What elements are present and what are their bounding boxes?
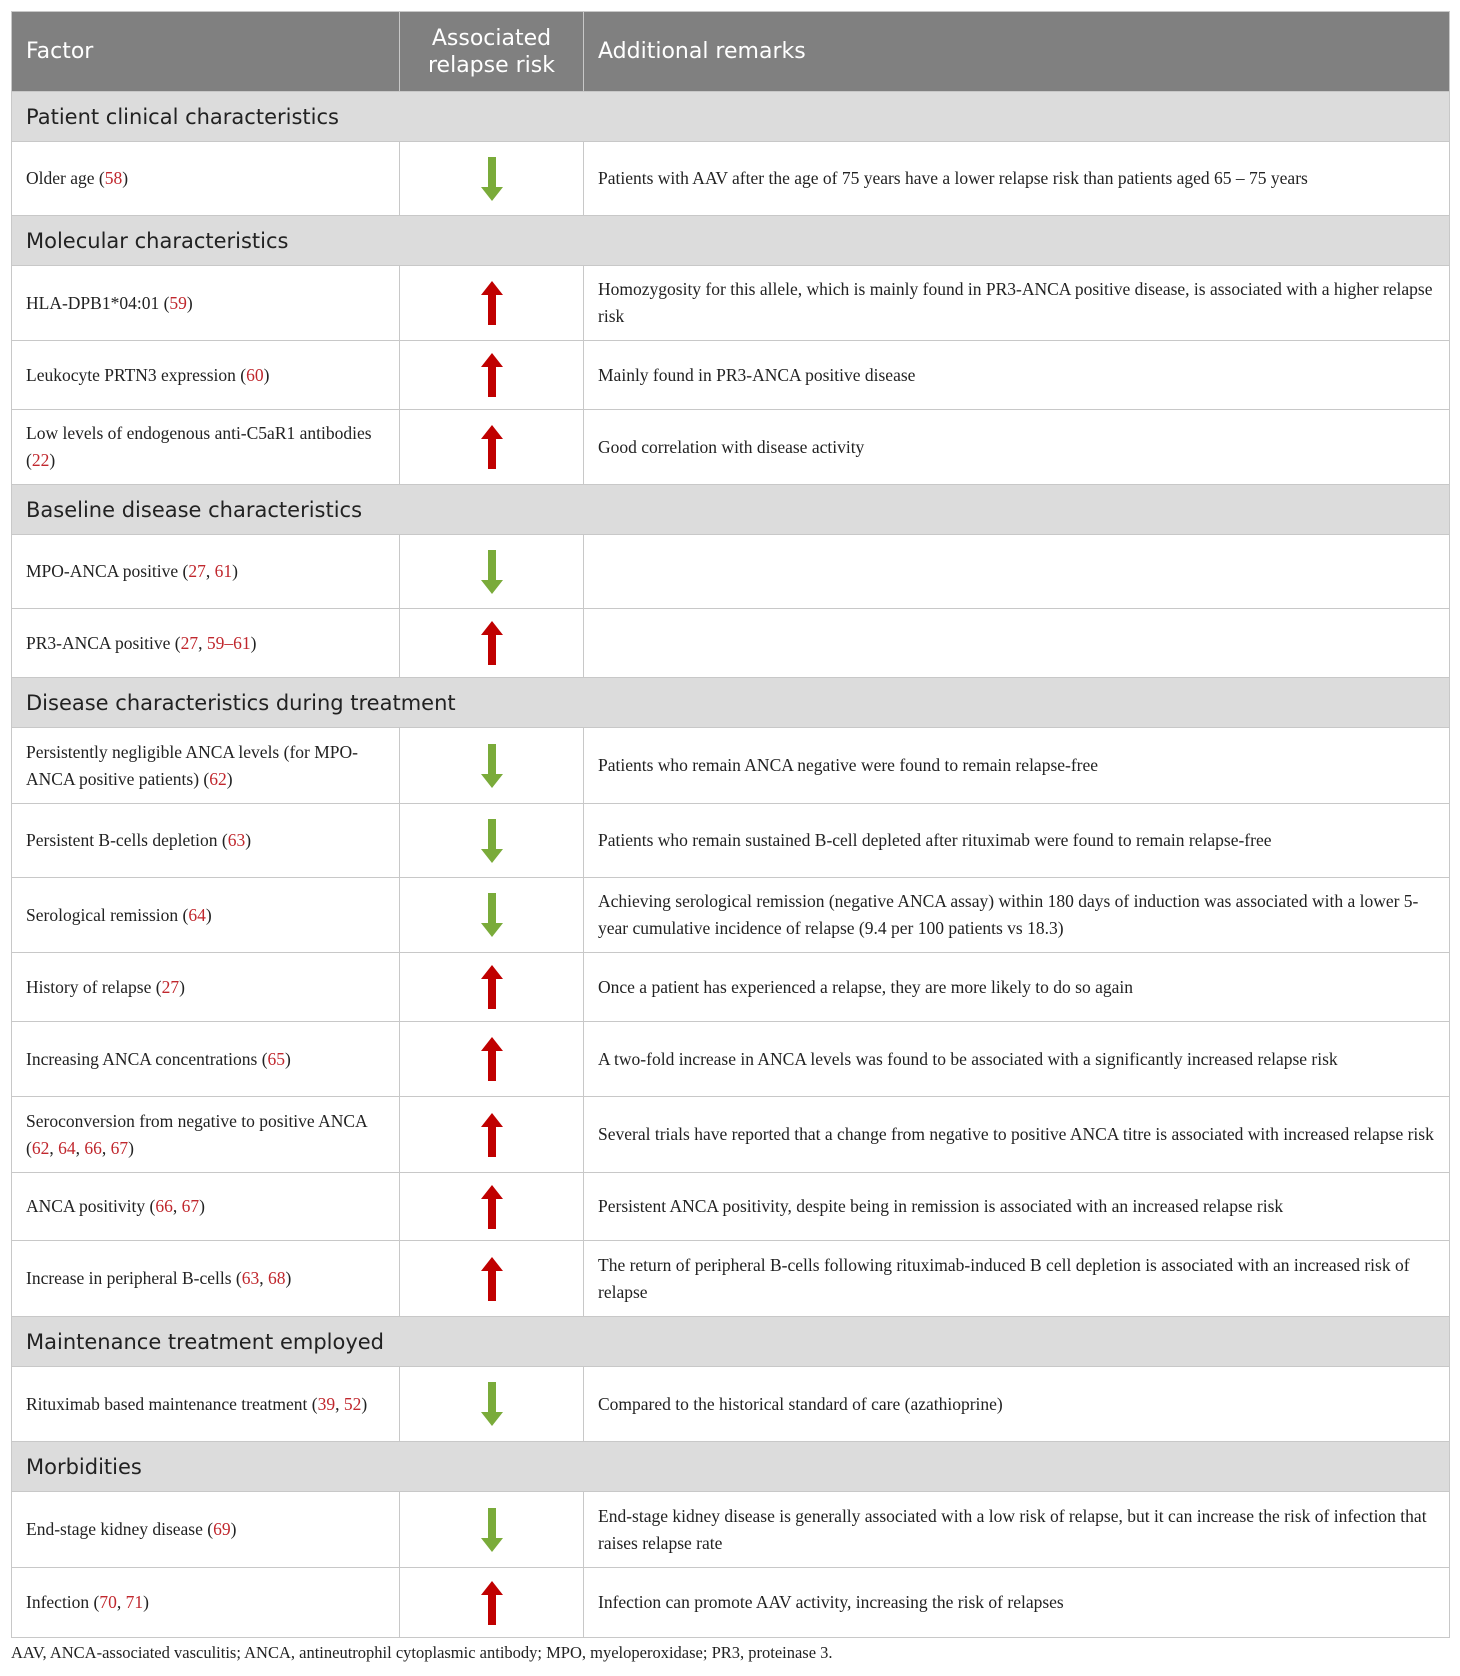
factor-text: Rituximab based maintenance treatment — [26, 1393, 308, 1414]
factor-text: Serological remission — [26, 904, 179, 925]
header-risk: Associated relapse risk — [400, 12, 584, 92]
factor-text: Low levels of endogenous anti-C5aR1 antibodies — [26, 423, 372, 443]
table-row — [12, 728, 1450, 804]
section-row — [12, 485, 1450, 535]
reference-link[interactable]: 61 — [214, 561, 233, 581]
reference-link[interactable]: 63 — [241, 1268, 260, 1288]
remark-cell: Homozygosity for this allele, which is mainly found in PR3-ANCA positive disease, is associated with a higher relapse risk — [584, 266, 1450, 341]
arrow-down-icon — [479, 1508, 505, 1552]
table-header-row — [12, 12, 1450, 92]
reference-link[interactable]: 52 — [343, 1393, 362, 1414]
factor-cell: Rituximab based maintenance treatment (39, 52) — [12, 1367, 400, 1442]
table-row — [12, 1173, 1450, 1241]
remark-cell: End-stage kidney disease is generally associated with a low risk of relapse, but it can increase the risk of infection that raises relapse rate — [584, 1492, 1450, 1568]
section-title: Morbidities — [12, 1442, 1450, 1492]
risk-cell — [400, 878, 584, 953]
factor-text: Infection — [26, 1592, 90, 1612]
factor-cell: Persistent B-cells depletion (63) — [12, 804, 400, 878]
remark-cell: Mainly found in PR3-ANCA positive disease — [584, 341, 1450, 410]
risk-cell — [400, 609, 584, 678]
reference-link[interactable]: 67 — [110, 1137, 129, 1158]
remark-cell: Infection can promote AAV activity, increasing the risk of relapses — [584, 1568, 1450, 1638]
reference-link[interactable]: 69 — [213, 1519, 231, 1539]
arrow-up-icon — [479, 1037, 505, 1081]
table-row — [12, 142, 1450, 216]
table-row — [12, 341, 1450, 410]
factor-cell: Older age (58) — [12, 142, 400, 216]
risk-cell — [400, 953, 584, 1022]
remark-cell: Patients with AAV after the age of 75 years have a lower relapse risk than patients aged 65 – 75 years — [584, 142, 1450, 216]
factor-cell: Increase in peripheral B-cells (63, 68) — [12, 1241, 400, 1317]
factor-cell: Low levels of endogenous anti-C5aR1 antibodies (22) — [12, 410, 400, 485]
remark-cell — [584, 535, 1450, 609]
factor-text: Older age — [26, 168, 95, 188]
remark-cell: Once a patient has experienced a relapse, they are more likely to do so again — [584, 953, 1450, 1022]
risk-cell — [400, 266, 584, 341]
header-remarks: Additional remarks — [584, 12, 1450, 92]
factor-text: MPO-ANCA positive — [26, 561, 179, 581]
risk-cell — [400, 1241, 584, 1317]
arrow-down-icon — [479, 819, 505, 863]
reference-link[interactable]: 58 — [104, 168, 123, 188]
header-factor: Factor — [12, 12, 400, 92]
risk-cell — [400, 142, 584, 216]
factor-cell: History of relapse (27) — [12, 953, 400, 1022]
remark-cell: The return of peripheral B-cells following rituximab-induced B cell depletion is associated with an increased risk of relapse — [584, 1241, 1450, 1317]
reference-link[interactable]: 59–61 — [206, 632, 251, 653]
reference-link[interactable]: 71 — [125, 1592, 144, 1612]
arrow-up-icon — [479, 965, 505, 1009]
factor-text: Increasing ANCA concentrations — [26, 1048, 258, 1069]
remark-cell: Several trials have reported that a change from negative to positive ANCA titre is associated with increased relapse risk — [584, 1097, 1450, 1173]
factor-cell: Seroconversion from negative to positive ANCA (62, 64, 66, 67) — [12, 1097, 400, 1173]
reference-link[interactable]: 65 — [267, 1048, 286, 1069]
factor-text: End-stage kidney disease — [26, 1519, 203, 1539]
table-row — [12, 1022, 1450, 1097]
risk-cell — [400, 1173, 584, 1241]
table-row — [12, 535, 1450, 609]
table-row — [12, 609, 1450, 678]
factor-cell: Persistently negligible ANCA levels (for MPO-ANCA positive patients) (62) — [12, 728, 400, 804]
section-row — [12, 678, 1450, 728]
arrow-up-icon — [479, 425, 505, 469]
factor-text: Seroconversion from negative to positive ANCA — [26, 1110, 367, 1131]
reference-link[interactable]: 70 — [99, 1592, 117, 1612]
risk-cell — [400, 1097, 584, 1173]
section-title: Disease characteristics during treatment — [12, 678, 1450, 728]
table-row — [12, 1367, 1450, 1442]
reference-link[interactable]: 59 — [169, 292, 187, 313]
arrow-up-icon — [479, 621, 505, 665]
table-row — [12, 1241, 1450, 1317]
arrow-up-icon — [479, 281, 505, 325]
risk-cell — [400, 410, 584, 485]
arrow-up-icon — [479, 353, 505, 397]
table-row — [12, 1568, 1450, 1638]
section-row — [12, 216, 1450, 266]
risk-cell — [400, 535, 584, 609]
factor-text: PR3-ANCA positive — [26, 632, 171, 653]
table-row — [12, 1097, 1450, 1173]
risk-cell — [400, 1492, 584, 1568]
section-row — [12, 1442, 1450, 1492]
table-row — [12, 804, 1450, 878]
remark-cell — [584, 609, 1450, 678]
reference-link[interactable]: 22 — [31, 450, 50, 470]
factor-text: ANCA positivity — [26, 1196, 146, 1216]
reference-link[interactable]: 62 — [209, 768, 227, 789]
section-title: Molecular characteristics — [12, 216, 1450, 266]
section-title: Maintenance treatment employed — [12, 1317, 1450, 1367]
factor-text: HLA-DPB1*04:01 — [26, 292, 160, 313]
factor-cell: ANCA positivity (66, 67) — [12, 1173, 400, 1241]
arrow-up-icon — [479, 1257, 505, 1301]
factor-text: Increase in peripheral B-cells — [26, 1268, 232, 1288]
arrow-up-icon — [479, 1185, 505, 1229]
factor-text: History of relapse — [26, 976, 152, 997]
section-title: Patient clinical characteristics — [12, 92, 1450, 142]
remark-cell: Patients who remain ANCA negative were found to remain relapse-free — [584, 728, 1450, 804]
table-row — [12, 410, 1450, 485]
arrow-down-icon — [479, 157, 505, 201]
risk-cell — [400, 804, 584, 878]
arrow-up-icon — [479, 1113, 505, 1157]
factor-text: Persistently negligible ANCA levels (for MPO-ANCA positive patients) — [26, 741, 358, 789]
risk-cell — [400, 1568, 584, 1638]
reference-link[interactable]: 63 — [227, 830, 246, 850]
reference-link[interactable]: 64 — [58, 1137, 76, 1158]
relapse-risk-table — [11, 11, 1450, 1638]
reference-link[interactable]: 66 — [84, 1137, 102, 1158]
reference-link[interactable]: 27 — [188, 561, 206, 581]
factor-cell: PR3-ANCA positive (27, 59–61) — [12, 609, 400, 678]
remark-cell: Achieving serological remission (negative ANCA assay) within 180 days of induction was associated with a lower 5-year cumulative incidence of relapse (9.4 per 100 patients vs 18.3) — [584, 878, 1450, 953]
arrow-up-icon — [479, 1581, 505, 1625]
remark-cell: Compared to the historical standard of care (azathioprine) — [584, 1367, 1450, 1442]
section-title: Baseline disease characteristics — [12, 485, 1450, 535]
arrow-down-icon — [479, 1382, 505, 1426]
remark-cell: Persistent ANCA positivity, despite being in remission is associated with an increased relapse risk — [584, 1173, 1450, 1241]
risk-cell — [400, 341, 584, 410]
table-row — [12, 1492, 1450, 1568]
factor-cell: Leukocyte PRTN3 expression (60) — [12, 341, 400, 410]
risk-cell — [400, 1367, 584, 1442]
reference-link[interactable]: 60 — [246, 364, 264, 385]
reference-link[interactable]: 39 — [317, 1393, 336, 1414]
reference-link[interactable]: 67 — [181, 1196, 200, 1216]
factor-cell: MPO-ANCA positive (27, 61) — [12, 535, 400, 609]
risk-cell — [400, 728, 584, 804]
arrow-down-icon — [479, 744, 505, 788]
factor-text: Persistent B-cells depletion — [26, 830, 218, 850]
factor-cell: HLA-DPB1*04:01 (59) — [12, 266, 400, 341]
table-row — [12, 266, 1450, 341]
remark-cell: Patients who remain sustained B-cell depleted after rituximab were found to remain relapse-free — [584, 804, 1450, 878]
section-row — [12, 92, 1450, 142]
arrow-down-icon — [479, 550, 505, 594]
arrow-down-icon — [479, 893, 505, 937]
factor-text: Leukocyte PRTN3 expression — [26, 364, 236, 385]
reference-link[interactable]: 68 — [267, 1268, 286, 1288]
reference-link[interactable]: 64 — [188, 904, 206, 925]
factor-cell: Increasing ANCA concentrations (65) — [12, 1022, 400, 1097]
table-row — [12, 878, 1450, 953]
reference-link[interactable]: 62 — [31, 1137, 50, 1158]
remark-cell: A two-fold increase in ANCA levels was found to be associated with a significantly increased relapse risk — [584, 1022, 1450, 1097]
reference-link[interactable]: 66 — [155, 1196, 173, 1216]
reference-link[interactable]: 27 — [180, 632, 199, 653]
section-row — [12, 1317, 1450, 1367]
factor-cell: Infection (70, 71) — [12, 1568, 400, 1638]
factor-cell: End-stage kidney disease (69) — [12, 1492, 400, 1568]
risk-cell — [400, 1022, 584, 1097]
factor-cell: Serological remission (64) — [12, 878, 400, 953]
remark-cell: Good correlation with disease activity — [584, 410, 1450, 485]
reference-link[interactable]: 27 — [161, 976, 180, 997]
table-row — [12, 953, 1450, 1022]
table-footnote: AAV, ANCA-associated vasculitis; ANCA, antineutrophil cytoplasmic antibody; MPO, myeloperoxidase; PR3, proteinase 3. — [11, 1643, 833, 1662]
